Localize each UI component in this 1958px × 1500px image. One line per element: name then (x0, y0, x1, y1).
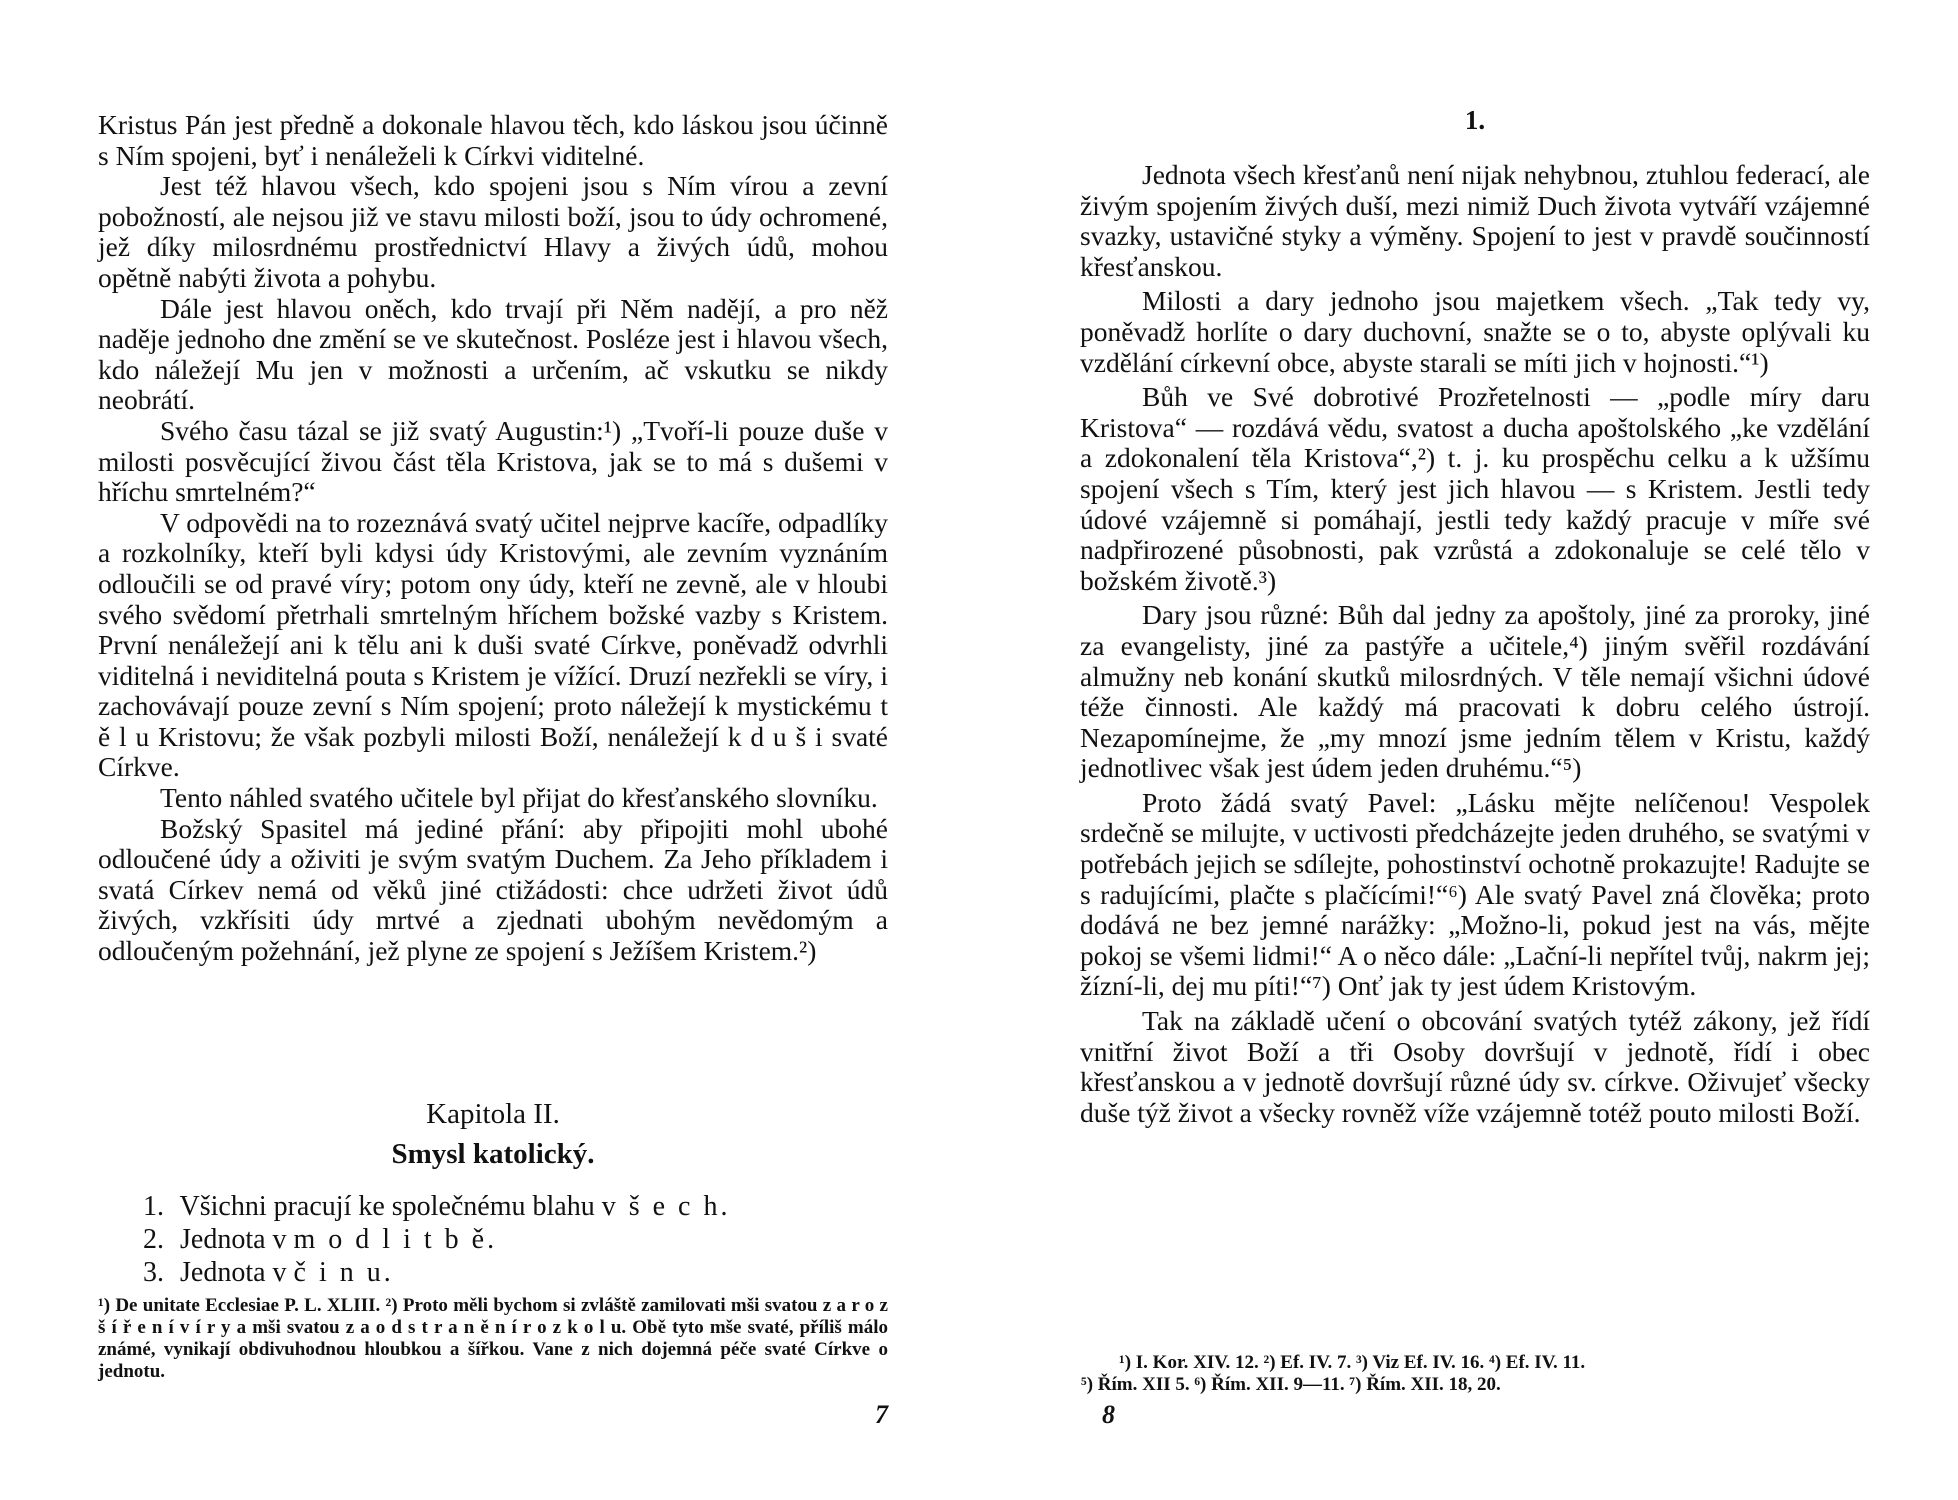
chapter-subtitle: Smysl katolický. (391, 1138, 595, 1170)
right-paragraph-2: Milosti a dary jednoho jsou majetkem všech. „Tak tedy vy, poněvadž horlíte o dary duchovní, snažte se o to, abyste oplývali ku vzdělání církevní obce, abyste starali se míti jich v hojnosti.“¹) (1080, 285, 1870, 378)
left-paragraph-6: Tento náhled svatého učitele byl přijat do křesťanského slovníku. (160, 782, 878, 814)
outline-number: 3. (143, 1257, 164, 1288)
outline-item (143, 1190, 730, 1223)
outline-emphasis: č i n u. (293, 1257, 394, 1288)
right-paragraph-1: Jednota všech křesťanů není nijak nehybnou, ztuhlou federací, ale živým spojením živých duší, mezi nimiž Duch života vytváří vzájemné svazky, ustavičné styky a výměny. Spojení to jest v pravdě součinností křesťanskou. (1080, 159, 1870, 282)
section-number: 1. (1464, 105, 1486, 135)
right-footnotes (1081, 1352, 1870, 1396)
right-page-body (1080, 160, 1870, 1128)
outline-emphasis: m o d l i t b ě. (293, 1224, 498, 1255)
left-paragraph-2: Jest též hlavou všech, kdo spojeni jsou s Ním vírou a zevní pobožností, ale nejsou již ve stavu milosti boží, jsou to údy ochromené, jež díky milosrdnému prostřednictví Hlavy a živých údů, mohou opětně nabýti života a pohybu. (98, 170, 888, 293)
outline-emphasis: v š e c h. (601, 1191, 731, 1222)
right-paragraph-6: Tak na základě učení o obcování svatých tytéž zákony, jež řídí vnitřní život Boží a tři Osoby dovršují v jednotě, řídí i obec křesťanskou a v jednotě dovršují různé údy sv. církve. Oživujeť všecky duše týž život a všecky rovněž víže vzájemně totéž pouto milosti Boží. (1080, 1005, 1870, 1128)
outline-number: 1. (143, 1191, 164, 1222)
right-footnote-line-1: ¹) I. Kor. XIV. 12. ²) Ef. IV. 7. ³) Viz Ef. IV. 16. ⁴) Ef. IV. 11. (1119, 1352, 1586, 1373)
outline-number: 2. (143, 1224, 164, 1255)
page-number-left: 7 (875, 1400, 888, 1429)
outline-item (143, 1223, 730, 1256)
chapter-title: Kapitola II. (426, 1098, 560, 1130)
left-paragraph-7: Božský Spasitel má jediné přání: aby připojiti mohl ubohé odloučené údy a oživiti je svým svatým Duchem. Za Jeho příkladem i svatá Církev nemá od věků jiné ctižádosti: chce udržeti život údů živých, vzkřísiti údy mrtvé a zjednati ubohým nevědomým a odloučeným požehnání, jež plyne ze spojení s Ježíšem Kristem.²) (98, 812, 888, 967)
right-paragraph-3: Bůh ve Své dobrotivé Prozřetelnosti — „podle míry daru Kristova“ — rozdává vědu, svatost a ducha apoštolského „ke vzdělání a zdokonalení těla Kristova“,²) t. j. ku prospěchu celku a k užšímu spojení všech s Tím, který jest jich hlavou — s Kristem. Jestli tedy údové vzájemně si pomáhají, jestli tedy každý pracuje v míře své nadpřirozené působnosti, pak vzrůstá a zdokonaluje se celé tělo v božském životě.³) (1080, 381, 1870, 596)
left-paragraph-5: V odpovědi na to rozeznává svatý učitel nejprve kacíře, odpadlíky a rozkolníky, kteří byli kdysi údy Kristovými, ale zevním vyznáním odloučili se od pravé víry; potom ony údy, kteří ne zevně, ale v hloubi svého svědomí přetrhali smrtelným hříchem božské vazby s Kristem. První nenáležejí ani k tělu ani k duši svaté Církve, poněvadž odvrhli viditelná i neviditelná pouta s Kristem je vížící. Druzí nezřekli se víry, i zachovávají pouze zevní s Ním spojení; proto náležejí k mystickému t ě l u Kristovu; že však pozbyli milosti Boží, nenáležejí k d u š i svaté Církve. (98, 506, 888, 783)
right-footnote-line-2: ⁵) Řím. XII 5. ⁶) Řím. XII. 9—11. ⁷) Řím. XII. 18, 20. (1081, 1374, 1501, 1395)
right-page (1080, 0, 1870, 1500)
left-footnotes (98, 1295, 888, 1383)
outline-item (143, 1256, 730, 1289)
outline-text: Jednota v (180, 1257, 287, 1288)
left-paragraph-1: Kristus Pán jest předně a dokonale hlavou těch, kdo láskou jsou účinně s Ním spojeni, byť i nenáleželi k Církvi viditelné. (98, 109, 888, 171)
page-number-right: 8 (1102, 1400, 1115, 1429)
outline-text: Jednota v (180, 1224, 287, 1255)
left-footnote: ¹) De unitate Ecclesiae P. L. XLIII. ²) Proto měli bychom si zvláště zamilovati mši svatou z a r o z š í ř e n í v í r y a mši svatou z a o d s t r a n ě n í r o z k o l u. Obě tyto mše svaté, příliš málo známé, vynikají obdivuhodnou hloubkou a šířkou. Vane z nich dojemná péče svaté Církve o jednotu. (98, 1295, 888, 1382)
left-paragraph-3: Dále jest hlavou oněch, kdo trvají při Něm nadějí, a pro něž naděje jednoho dne změní se ve skutečnost. Posléze jest i hlavou všech, kdo náležejí Mu jen v možnosti a určením, ač vskutku se nikdy neobrátí. (98, 292, 888, 416)
right-paragraph-5: Proto žádá svatý Pavel: „Lásku mějte nelíčenou! Vespolek srdečně se milujte, v uctivosti předcházejte jeden druhého, se svatými v potřebách jejich se sdílejte, pohostinství ochotně prokazujte! Radujte se s radujícími, plačte s plačícími!“⁶) Ale svatý Pavel zná člověka; proto dodává ne bez jemné narážky: „Možno-li, pokud jest na vás, mějte pokoj se všemi lidmi!“ A o něco dále: „Lační-li nepřítel tvůj, nakrm jej; žízní-li, dej mu píti!“⁷) Onť jak ty jest údem Kristovým. (1080, 786, 1870, 1002)
left-paragraph-4: Svého času tázal se již svatý Augustin:¹) „Tvoří-li pouze duše v milosti posvěcující živou část těla Kristova, jak se to má s dušemi v hříchu smrtelném?“ (98, 414, 888, 508)
outline-text: Všichni pracují ke společnému blahu (179, 1191, 595, 1222)
chapter-outline (143, 1190, 730, 1289)
left-page-body (98, 110, 888, 967)
left-page (98, 0, 888, 1500)
right-paragraph-4: Dary jsou různé: Bůh dal jedny za apoštoly, jiné za proroky, jiné za evangelisty, jiné za pastýře a učitele,⁴) jiným svěřil rozdávání almužny neb konání skutků milosrdných. V těle nemají všichni údové téže činnosti. Ale každý má pracovati k dobru celého ústrojí. Nezapomínejme, že „my mnozí jsme jedním tělem v Kristu, každý jednotlivec však jest údem jeden druhému.“⁵) (1080, 599, 1870, 784)
